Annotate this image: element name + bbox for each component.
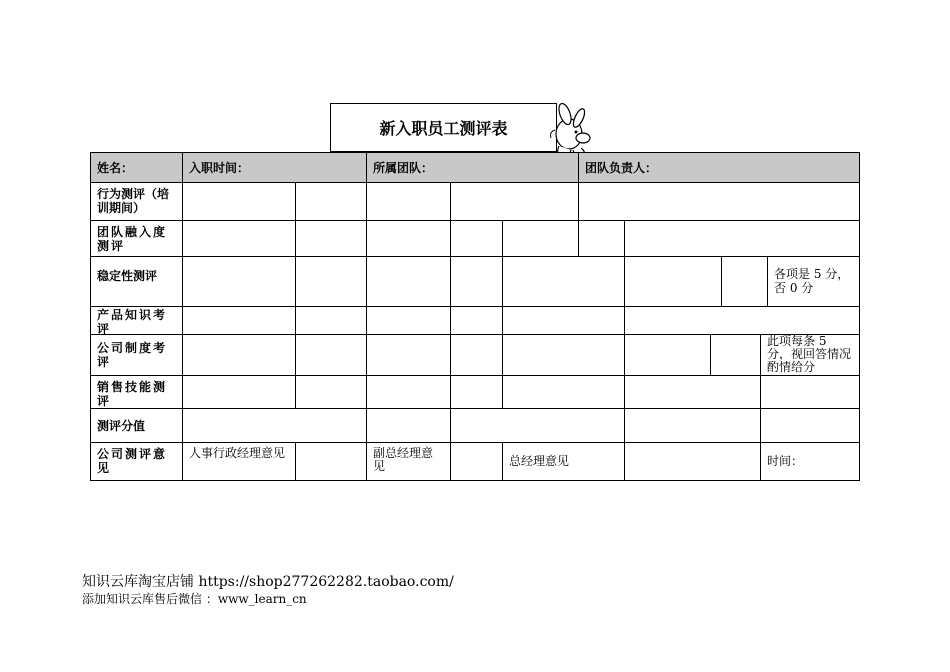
gm-opinion-label: 总经理意见 [502,442,625,481]
table-cell[interactable] [624,375,761,409]
table-cell[interactable] [295,220,367,257]
table-cell[interactable] [450,256,503,307]
table-cell[interactable] [366,220,451,257]
table-cell[interactable] [721,256,768,307]
table-cell[interactable] [450,442,503,481]
table-cell[interactable] [502,256,625,307]
table-cell[interactable] [624,334,711,376]
table-cell[interactable] [182,306,296,335]
row-label-company-opinion: 公司测评意见 [90,442,183,481]
table-cell[interactable] [366,256,451,307]
time-label: 时间： [760,442,860,481]
table-cell[interactable] [295,334,367,376]
table-cell[interactable] [624,408,761,443]
join-time-label: 入职时间： [182,152,367,183]
table-cell[interactable] [450,182,579,221]
row-label-score: 测评分值 [90,408,183,443]
table-cell[interactable] [366,306,451,335]
table-cell[interactable] [450,375,503,409]
table-cell[interactable] [760,408,860,443]
row-label-behavior: 行为测评（培训期间） [90,182,183,221]
table-cell[interactable] [366,334,451,376]
team-leader-label: 团队负责人： [578,152,860,183]
table-cell[interactable] [182,375,296,409]
footer-wechat: 添加知识云库售后微信 ：www_learn_cn [82,592,307,606]
form-title: 新入职员工测评表 [330,103,557,152]
row-label-company-policy: 公司制度考评 [90,334,183,376]
hr-manager-opinion-label: 人事行政经理意见 [182,442,296,481]
row-label-team-fit: 团队融入度测评 [90,220,183,257]
table-cell[interactable] [295,375,367,409]
table-cell[interactable] [502,220,579,257]
table-cell[interactable] [182,408,367,443]
table-cell[interactable] [366,375,451,409]
table-cell[interactable] [295,182,367,221]
team-label: 所属团队： [366,152,579,183]
row-label-product-knowledge: 产品知识考评 [90,306,183,335]
table-cell[interactable] [710,334,761,376]
table-cell[interactable] [450,408,625,443]
row-label-sales-skill: 销售技能测评 [90,375,183,409]
table-cell[interactable] [578,220,625,257]
table-cell[interactable] [450,334,503,376]
table-cell[interactable] [502,306,625,335]
name-label: 姓名： [90,152,183,183]
table-cell[interactable] [624,256,722,307]
table-cell[interactable] [295,442,367,481]
table-cell[interactable] [450,306,503,335]
vice-gm-opinion-label: 副总经理意见 [366,442,451,481]
table-cell[interactable] [624,442,761,481]
footer-shop-link[interactable]: 知识云库淘宝店铺 https://shop277262282.taobao.com/ [82,574,454,590]
table-cell[interactable] [182,256,296,307]
table-cell[interactable] [182,220,296,257]
table-cell[interactable] [450,220,503,257]
table-cell[interactable] [624,306,860,335]
table-cell[interactable] [366,408,451,443]
policy-note: 此项每条 5 分，视回答情况酌情给分 [760,334,860,376]
table-cell[interactable] [295,306,367,335]
table-cell[interactable] [182,334,296,376]
table-cell[interactable] [578,182,860,221]
table-cell[interactable] [760,375,860,409]
stability-note: 各项是 5 分，否 0 分 [767,256,860,307]
table-cell[interactable] [502,334,625,376]
table-cell[interactable] [366,182,451,221]
table-cell[interactable] [295,256,367,307]
table-cell[interactable] [624,220,860,257]
row-label-stability: 稳定性测评 [90,256,183,307]
table-cell[interactable] [182,182,296,221]
table-cell[interactable] [502,375,625,409]
